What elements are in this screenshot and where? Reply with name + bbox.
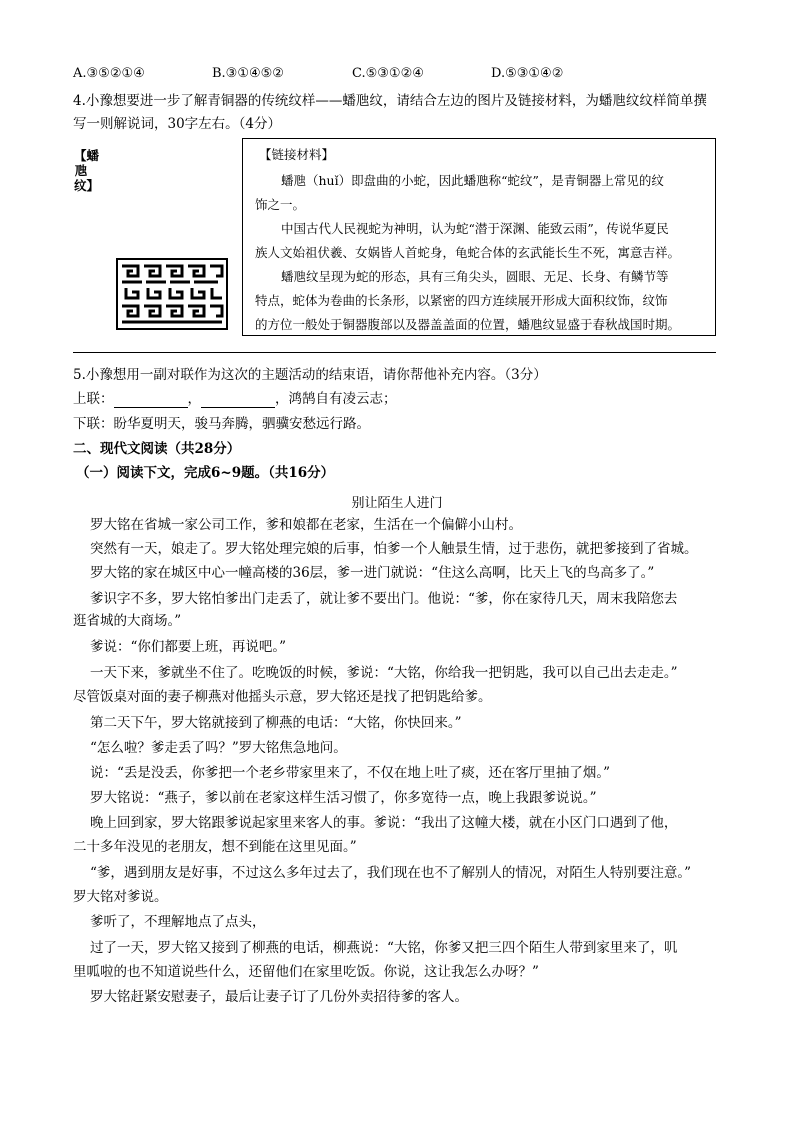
- option-d: D.⑤③①④②: [491, 66, 564, 81]
- story-paragraph: 爹说：“你们都要上班，再说吧。”: [90, 639, 287, 655]
- story-paragraph: 说：“丢是没丢，你爹把一个老乡带家里来了，不仅在地上吐了痰，还在客厅里抽了烟。”: [90, 765, 611, 781]
- linked-material-line: 中国古代人民视蛇为神明，认为蛇“潜于深渊、能致云雨”，传说华夏民: [281, 221, 669, 236]
- couplet-blank-2[interactable]: [201, 393, 275, 408]
- option-b: B.③①④⑤②: [212, 66, 284, 81]
- story-paragraph: 第二天下午，罗大铭就接到了柳燕的电话：“大铭，你快回来。”: [90, 715, 462, 731]
- option-c: C.⑤③①②④: [352, 66, 424, 81]
- story-paragraph: 尽管饭桌对面的妻子柳燕对他摇头示意，罗大铭还是找了把钥匙给爹。: [73, 689, 492, 705]
- option-a: A.③⑤②①④: [73, 66, 145, 81]
- linked-material-line: 族人文始祖伏羲、女娲皆人首蛇身，龟蛇合体的玄武能长生不死，寓意吉祥。: [255, 245, 681, 260]
- linked-material-line: 蟠虺（huǐ）即盘曲的小蛇，因此蟠虺称“蛇纹”，是青铜器上常见的纹: [281, 173, 664, 188]
- story-paragraph: “怎么啦？爹走丢了吗？”罗大铭焦急地问。: [90, 740, 347, 756]
- panhui-pattern-image: [116, 258, 228, 330]
- linked-material-line: 蟠虺纹呈现为蛇的形态，具有三角尖头，圆眼、无足、长身、有鳞节等: [281, 269, 669, 284]
- story-paragraph: 里呱啦的也不知道说些什么，还留他们在家里吃饭。你说，这让我怎么办呀？”: [73, 964, 539, 980]
- story-paragraph: “爹，遇到朋友是好事，不过这么多年过去了，我们现在也不了解别人的情况，对陌生人特别要注意。”: [90, 865, 692, 881]
- story-paragraph: 过了一天，罗大铭又接到了柳燕的电话，柳燕说：“大铭，你爹又把三四个陌生人带到家里来了，叽: [90, 940, 678, 956]
- couplet-upper: [73, 390, 397, 408]
- subsection-heading: （一）阅读下文，完成6~9题。（共16分）: [76, 465, 335, 481]
- story-paragraph: 爹识字不多，罗大铭怕爹出门走丢了，就让爹不要出门。他说：“爹，你在家待几天，周末我陪您去: [90, 591, 678, 607]
- couplet-upper-suffix: ，鸿鹄自有凌云志；: [275, 391, 397, 407]
- story-paragraph: 逛省城的大商场。”: [73, 613, 182, 629]
- question-4-line2: 写一则解说词，30字左右。（4分）: [73, 116, 282, 132]
- story-paragraph: 晚上回到家，罗大铭跟爹说起家里来客人的事。爹说：“我出了这幢大楼，就在小区门口遇到了他，: [90, 815, 678, 831]
- story-paragraph: 二十多年没见的老朋友，想不到能在这里见面。”: [73, 839, 357, 855]
- couplet-upper-prefix: 上联：: [73, 391, 114, 407]
- story-paragraph: 罗大铭对爹说。: [73, 889, 168, 905]
- linked-material-box: [242, 138, 716, 336]
- linked-material-line: 的方位一般处于铜器腹部以及器盖盖面的位置，蟠虺纹显盛于春秋战国时期。: [255, 317, 681, 332]
- story-title: 别让陌生人进门: [351, 496, 443, 511]
- couplet-lower: 下联：盼华夏明天，骏马奔腾，驷骥安愁远行路。: [73, 416, 370, 432]
- story-paragraph: 爹听了，不理解地点了点头，: [90, 914, 266, 930]
- story-paragraph: 罗大铭说：“燕子，爹以前在老家这样生活习惯了，你多宽待一点，晚上我跟爹说说。”: [90, 790, 597, 806]
- question-5-line1: 5.小豫想用一副对联作为这次的主题活动的结束语，请你帮他补充内容。（3分）: [73, 367, 547, 383]
- couplet-upper-sep: ，: [187, 391, 201, 407]
- side-label-panhui: 【蟠虺纹】: [74, 148, 100, 193]
- story-paragraph: 一天下来，爹就坐不住了。吃晚饭的时候，爹说：“大铭，你给我一把钥匙，我可以自己出去走走。”: [90, 665, 678, 681]
- story-paragraph: 罗大铭的家在城区中心一幢高楼的36层，爹一进门就说：“住这么高啊，比天上飞的鸟高多了。”: [90, 565, 655, 581]
- divider: [73, 352, 716, 353]
- couplet-blank-1[interactable]: [114, 393, 188, 408]
- linked-material-line: 饰之一。: [255, 197, 306, 212]
- linked-material-line: 特点，蛇体为卷曲的长条形，以紧密的四方连续展开形成大面积纹饰，纹饰: [255, 293, 668, 308]
- linked-material-title: 【链接材料】: [259, 147, 335, 162]
- section-heading: 二、现代文阅读（共28分）: [73, 441, 241, 457]
- story-paragraph: 罗大铭赶紧安慰妻子，最后让妻子订了几份外卖招待爹的客人。: [90, 989, 468, 1005]
- story-paragraph: 罗大铭在省城一家公司工作，爹和娘都在老家，生活在一个偏僻小山村。: [90, 517, 522, 533]
- story-paragraph: 突然有一天，娘走了。罗大铭处理完娘的后事，怕爹一个人触景生情，过于悲伤，就把爹接到了省城。: [90, 541, 698, 557]
- question-4-line1: 4.小豫想要进一步了解青铜器的传统纹样——蟠虺纹，请结合左边的图片及链接材料，为蟠虺纹纹样简单撰: [73, 93, 707, 109]
